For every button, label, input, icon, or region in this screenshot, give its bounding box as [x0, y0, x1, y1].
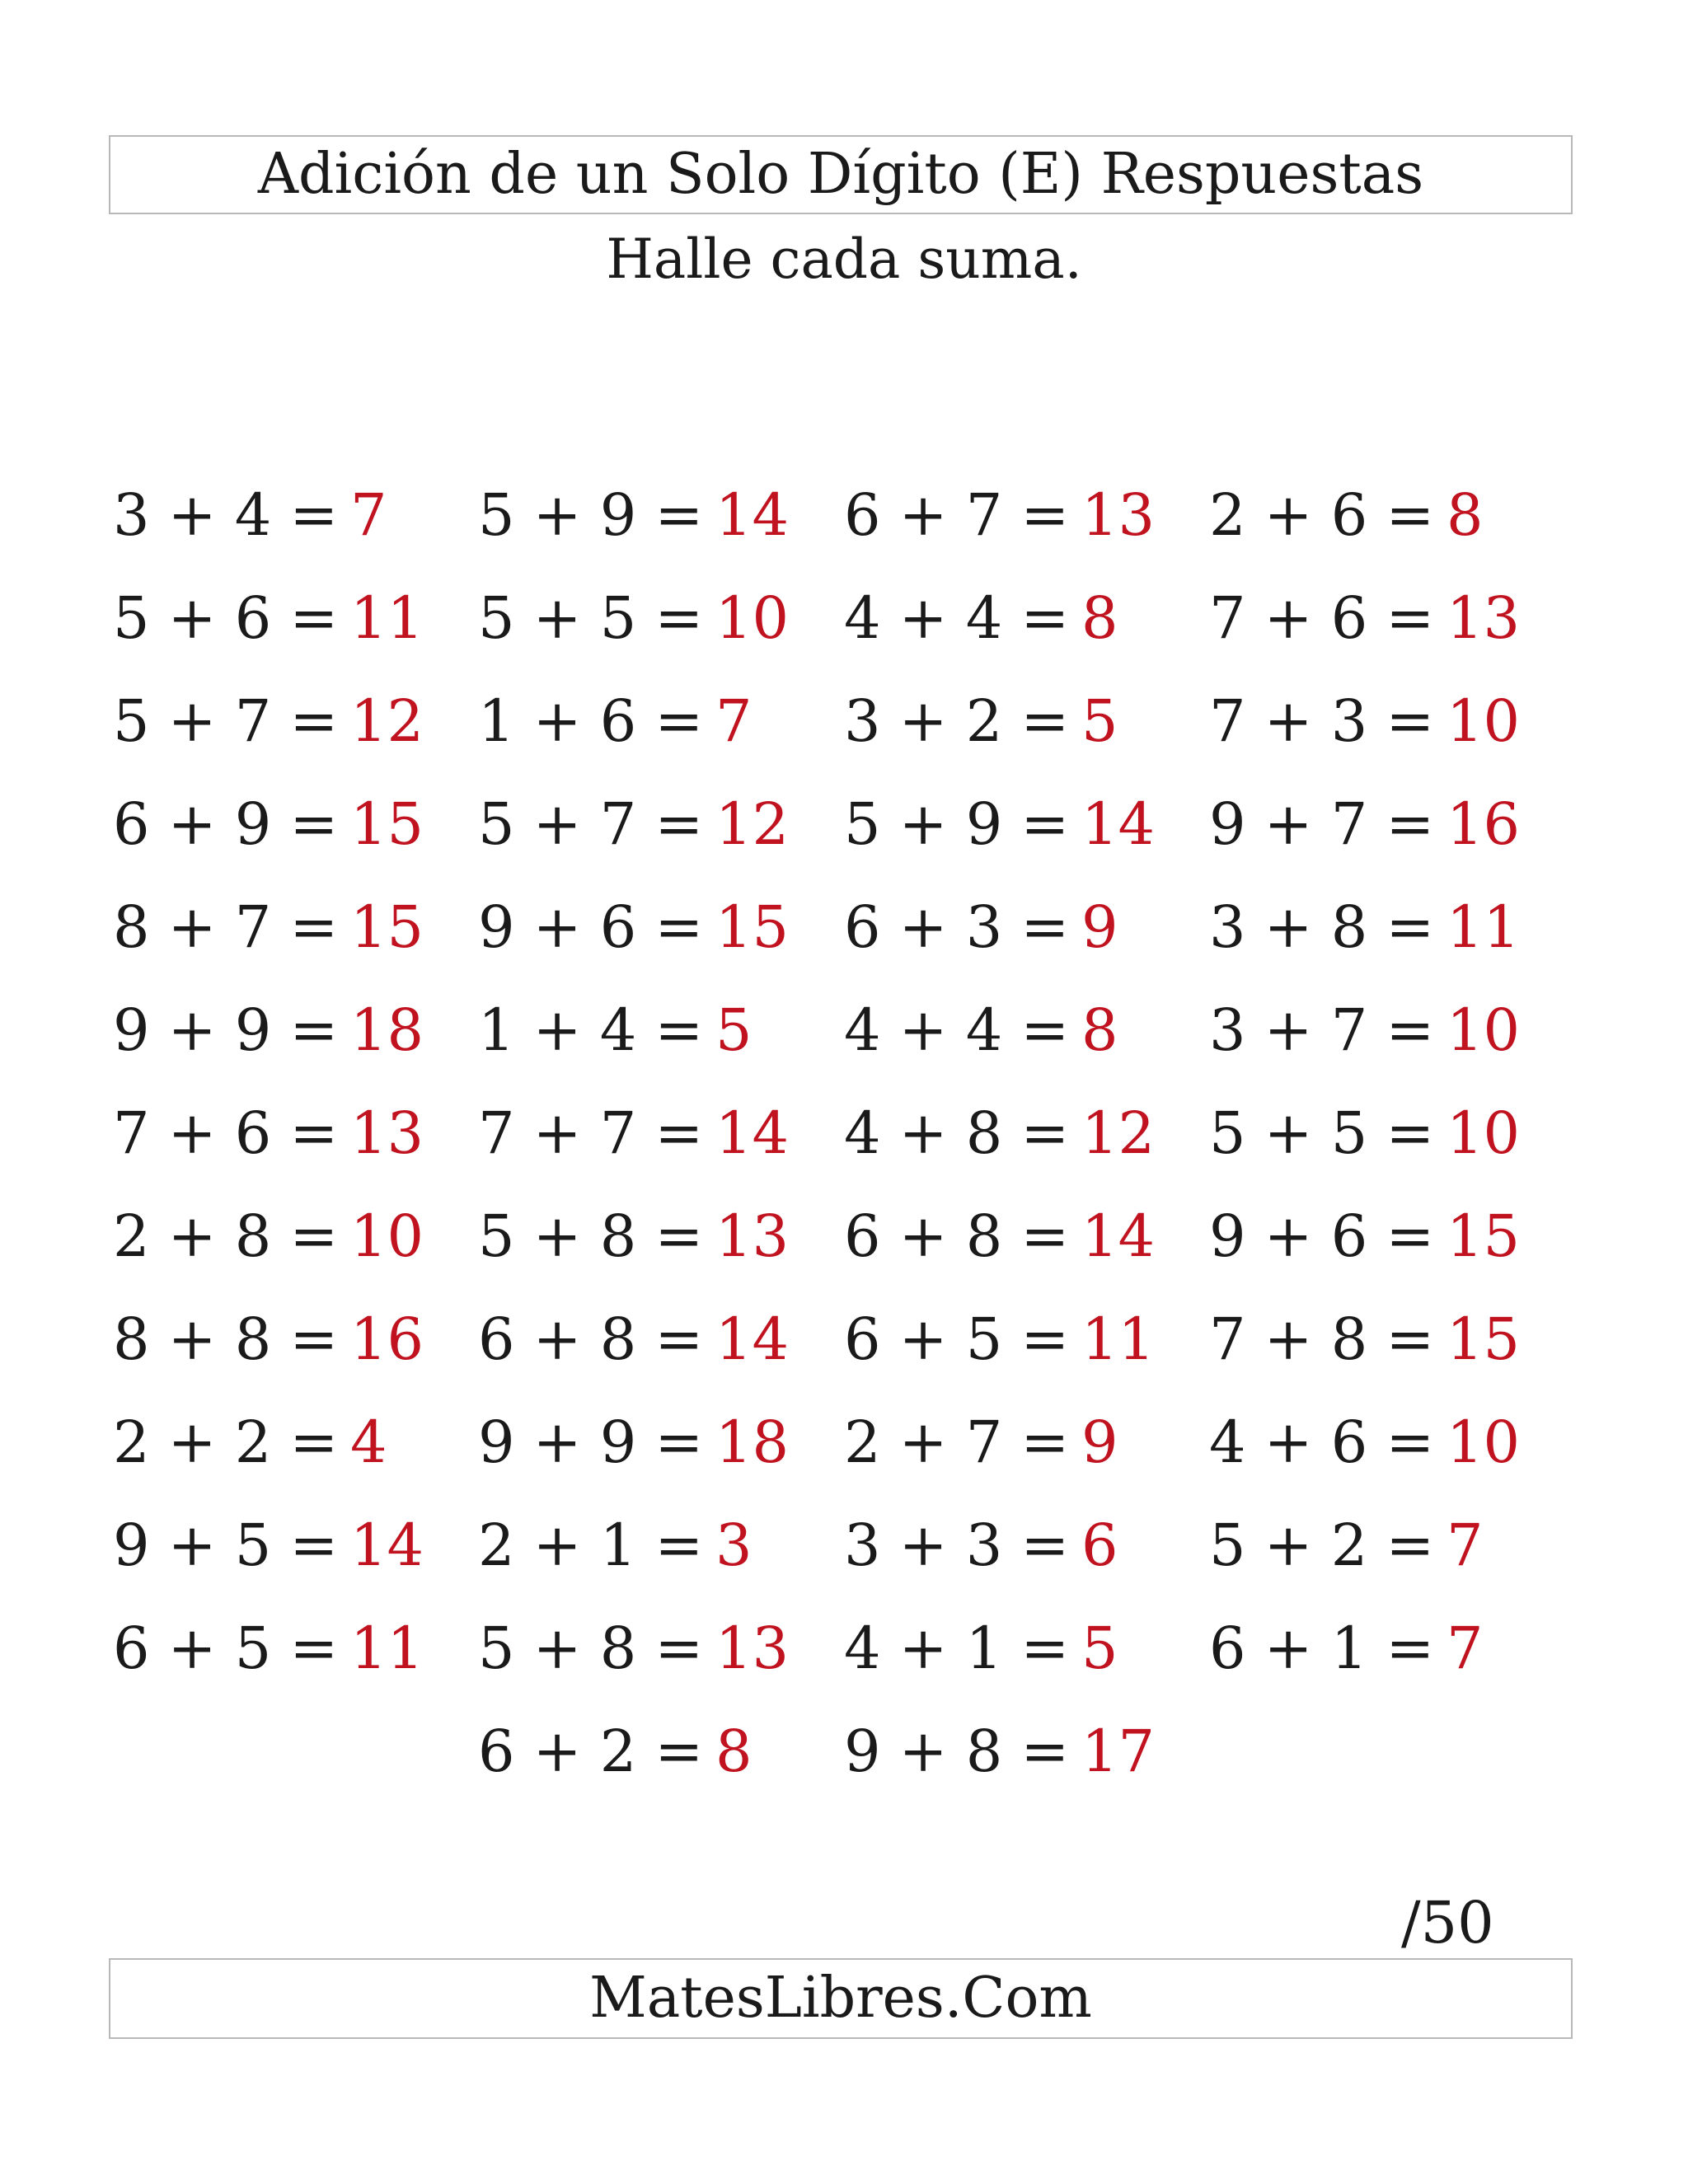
problem-equation: 3 + 4 =	[113, 481, 339, 549]
problem-answer: 13	[350, 1099, 424, 1167]
problem-answer: 5	[715, 996, 753, 1064]
problem-answer: 3	[715, 1511, 753, 1579]
problem-answer: 15	[1447, 1202, 1521, 1270]
problem-equation: 7 + 6 =	[1209, 584, 1435, 652]
problem-answer: 15	[350, 893, 424, 961]
problem-equation: 5 + 5 =	[1209, 1099, 1435, 1167]
problem-equation: 1 + 6 =	[478, 687, 704, 755]
problem-equation: 9 + 9 =	[478, 1408, 704, 1476]
problem-answer: 15	[350, 790, 424, 858]
problem-answer: 12	[1081, 1099, 1156, 1167]
problem-equation: 6 + 7 =	[844, 481, 1070, 549]
problem-answer: 18	[715, 1408, 790, 1476]
problem-answer: 16	[350, 1305, 424, 1373]
problem-answer: 16	[1447, 790, 1521, 858]
score-total: /50	[1401, 1889, 1494, 1957]
problem-equation: 9 + 5 =	[113, 1511, 339, 1579]
problem-answer: 10	[1447, 1408, 1521, 1476]
problem-equation: 8 + 7 =	[113, 893, 339, 961]
problem-equation: 2 + 2 =	[113, 1408, 339, 1476]
problem-answer: 7	[715, 687, 753, 755]
problem-equation: 5 + 7 =	[478, 790, 704, 858]
problem-answer: 13	[715, 1615, 790, 1682]
problem-answer: 8	[1081, 584, 1118, 652]
problem-answer: 12	[715, 790, 790, 858]
problem-equation: 2 + 1 =	[478, 1511, 704, 1579]
problem-answer: 10	[1447, 1099, 1521, 1167]
problem-equation: 6 + 5 =	[113, 1615, 339, 1682]
problem-answer: 11	[350, 1615, 424, 1682]
problem-equation: 7 + 8 =	[1209, 1305, 1435, 1373]
problem-answer: 14	[715, 1305, 790, 1373]
problem-equation: 6 + 3 =	[844, 893, 1070, 961]
worksheet-instructions: Halle cada suma.	[606, 227, 1082, 291]
problem-equation: 4 + 8 =	[844, 1099, 1070, 1167]
problem-answer: 11	[350, 584, 424, 652]
problem-equation: 6 + 2 =	[478, 1718, 704, 1785]
problem-answer: 9	[1081, 1408, 1118, 1476]
problem-answer: 15	[1447, 1305, 1521, 1373]
problem-equation: 5 + 6 =	[113, 584, 339, 652]
problem-equation: 7 + 6 =	[113, 1099, 339, 1167]
problem-equation: 5 + 7 =	[113, 687, 339, 755]
problem-equation: 8 + 8 =	[113, 1305, 339, 1373]
problem-equation: 5 + 9 =	[478, 481, 704, 549]
problem-equation: 9 + 6 =	[478, 893, 704, 961]
problem-answer: 10	[350, 1202, 424, 1270]
problem-answer: 10	[1447, 687, 1521, 755]
problem-answer: 14	[715, 1099, 790, 1167]
footer-box	[109, 1958, 1573, 2039]
problem-answer: 11	[1081, 1305, 1156, 1373]
problem-answer: 13	[715, 1202, 790, 1270]
problem-answer: 8	[1447, 481, 1484, 549]
problem-equation: 5 + 2 =	[1209, 1511, 1435, 1579]
problem-equation: 3 + 7 =	[1209, 996, 1435, 1064]
problem-answer: 13	[1081, 481, 1156, 549]
problem-equation: 7 + 3 =	[1209, 687, 1435, 755]
problem-answer: 5	[1081, 1615, 1118, 1682]
problem-equation: 6 + 1 =	[1209, 1615, 1435, 1682]
problem-answer: 11	[1447, 893, 1521, 961]
problem-equation: 5 + 8 =	[478, 1615, 704, 1682]
problem-equation: 4 + 1 =	[844, 1615, 1070, 1682]
problem-equation: 9 + 9 =	[113, 996, 339, 1064]
problem-equation: 2 + 7 =	[844, 1408, 1070, 1476]
problem-equation: 9 + 7 =	[1209, 790, 1435, 858]
problem-equation: 2 + 6 =	[1209, 481, 1435, 549]
problem-answer: 8	[1081, 996, 1118, 1064]
problem-answer: 9	[1081, 893, 1118, 961]
problem-answer: 6	[1081, 1511, 1118, 1579]
problem-equation: 5 + 9 =	[844, 790, 1070, 858]
problem-equation: 5 + 8 =	[478, 1202, 704, 1270]
problem-equation: 3 + 8 =	[1209, 893, 1435, 961]
problem-equation: 4 + 4 =	[844, 584, 1070, 652]
worksheet-title: Adición de un Solo Dígito (E) Respuestas	[257, 142, 1424, 207]
problem-equation: 6 + 8 =	[478, 1305, 704, 1373]
problem-answer: 18	[350, 996, 424, 1064]
problem-answer: 14	[350, 1511, 424, 1579]
problem-answer: 14	[715, 481, 790, 549]
problem-equation: 7 + 7 =	[478, 1099, 704, 1167]
problem-equation: 9 + 8 =	[844, 1718, 1070, 1785]
problem-answer: 4	[350, 1408, 387, 1476]
problem-equation: 9 + 6 =	[1209, 1202, 1435, 1270]
problem-equation: 3 + 3 =	[844, 1511, 1070, 1579]
problem-equation: 6 + 5 =	[844, 1305, 1070, 1373]
footer-site-name: MatesLibres.Com	[589, 1966, 1092, 2031]
problem-answer: 10	[1447, 996, 1521, 1064]
problem-answer: 14	[1081, 790, 1156, 858]
problem-equation: 4 + 4 =	[844, 996, 1070, 1064]
problem-equation: 1 + 4 =	[478, 996, 704, 1064]
problem-equation: 6 + 8 =	[844, 1202, 1070, 1270]
problem-equation: 6 + 9 =	[113, 790, 339, 858]
problem-answer: 13	[1447, 584, 1521, 652]
problem-answer: 17	[1081, 1718, 1156, 1785]
problem-answer: 8	[715, 1718, 753, 1785]
problem-answer: 12	[350, 687, 424, 755]
problem-answer: 7	[1447, 1511, 1484, 1579]
problem-equation: 3 + 2 =	[844, 687, 1070, 755]
problem-answer: 5	[1081, 687, 1118, 755]
problem-answer: 10	[715, 584, 790, 652]
problem-equation: 4 + 6 =	[1209, 1408, 1435, 1476]
problem-answer: 14	[1081, 1202, 1156, 1270]
problem-answer: 7	[1447, 1615, 1484, 1682]
problem-answer: 7	[350, 481, 387, 549]
problem-equation: 2 + 8 =	[113, 1202, 339, 1270]
problem-equation: 5 + 5 =	[478, 584, 704, 652]
problem-answer: 15	[715, 893, 790, 961]
